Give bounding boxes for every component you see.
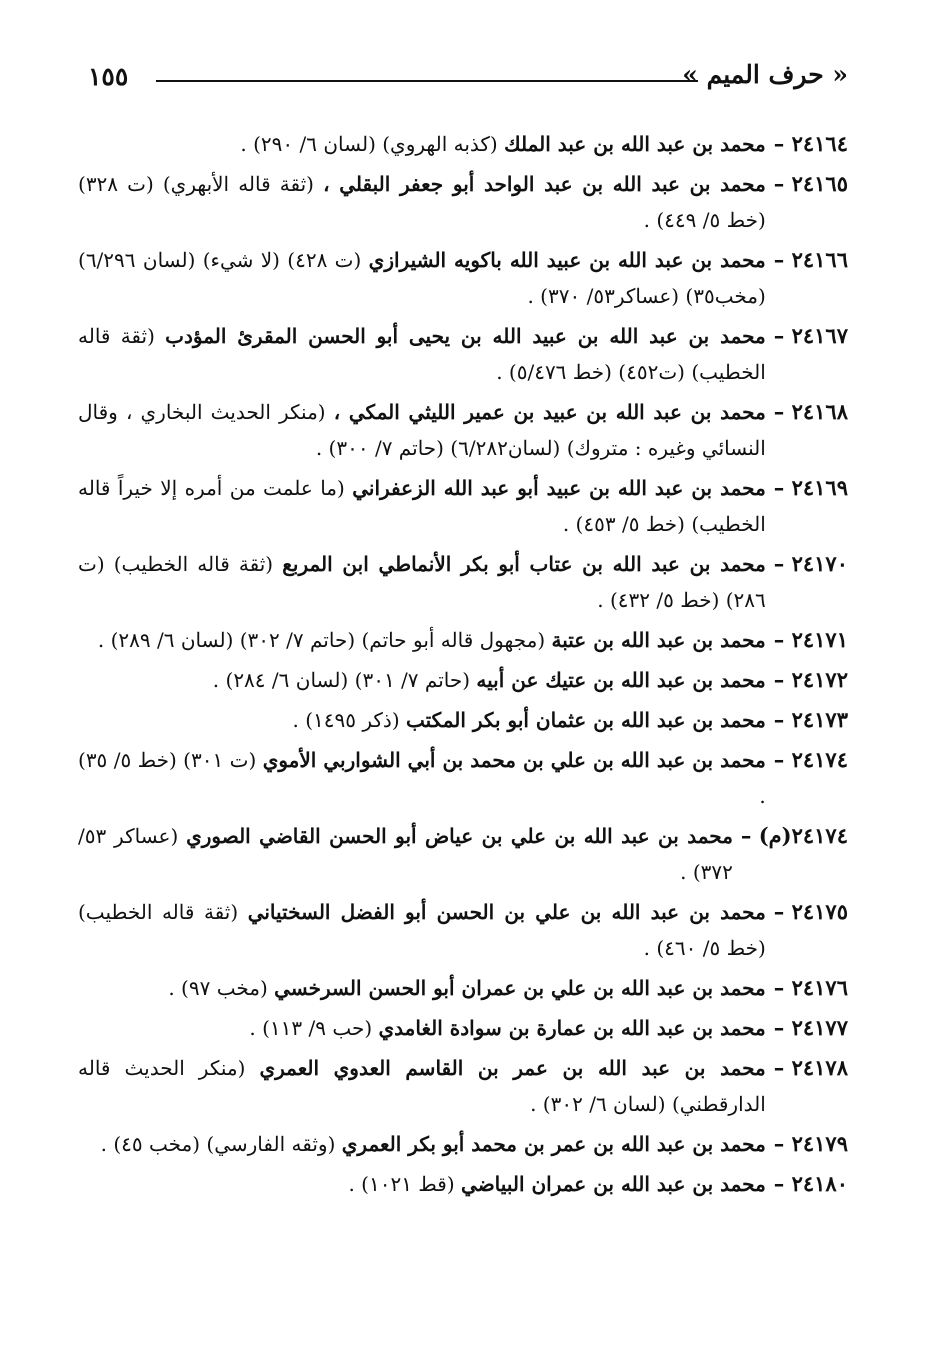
entry [78,1166,848,1202]
entry-number: ٢٤١٨٠ – [773,1171,848,1196]
entry-number: ٢٤١٧٩ – [773,1131,848,1156]
entry-details: (ثقة قاله الخطيب) (ت٤٥٢) (خط ٥/٤٧٦) . [78,324,766,384]
entry-name: محمد بن عبد الله بن عبيد أبو عبد الله الزعفراني [352,476,766,500]
entries-list [78,126,848,1206]
entry-number: ٢٤١٧٣ – [773,707,848,732]
entry-name: محمد بن عبد الله بن عبيد الله بن يحيى أبو الحسن المقرئ المؤدب [165,324,766,348]
entry-text [78,702,766,738]
entry-details: (وثقه الفارسي) (مخب ٤٥) . [100,1132,336,1156]
entry [78,546,848,618]
entry-text [78,662,766,698]
entry-name: محمد بن عبد الله بن عمر بن محمد أبو بكر العمري [341,1132,766,1156]
entry-name: محمد بن عبد الله بن عبد الملك [504,132,766,156]
entry-name: محمد بن عبد الله بن علي بن الحسن أبو الفضل السختياني [247,900,766,924]
entry-details: (ت ٤٢٨) (لا شيء) (لسان ٦/٢٩٦) (مخب٣٥) (عساكر٥٣/ ٣٧٠) . [78,248,766,308]
entry-details: (ثقة قاله الأبهري) (ت ٣٢٨) (خط ٥/ ٤٤٩) . [78,172,766,232]
entry-text [78,622,766,658]
entry-name: محمد بن عبد الله بن عتيك عن أبيه [476,668,766,692]
page-number: ١٥٥ [88,62,129,91]
entry-details: (ما علمت من أمره إلا خيراً قاله الخطيب) (خط ٥/ ٤٥٣) . [78,476,766,536]
entry-details: (قط ١٠٢١) . [348,1172,455,1196]
entry-number: ٢٤١٦٤ – [773,131,848,156]
entry-number: ٢٤١٧٨ – [773,1055,848,1080]
entry-number: ٢٤١٧٦ – [773,975,848,1000]
entry [78,242,848,314]
entry-name: محمد بن عبد الله بن عتبة [551,628,766,652]
entry [78,126,848,162]
entry-details: (ثقة قاله الخطيب) (ت ٢٨٦) (خط ٥/ ٤٣٢) . [78,552,766,612]
entry-details: (منكر الحديث قاله الدارقطني) (لسان ٦/ ٣٠٢) . [78,1056,766,1116]
entry-text [78,126,766,162]
entry [78,1050,848,1122]
entry-name: محمد بن عبد الله بن علي بن عياض أبو الحسن القاضي الصوري [186,824,733,848]
entry-details: (ثقة قاله الخطيب) (خط ٥/ ٤٦٠) . [78,900,766,960]
entry-name: محمد بن عبد الله بن عثمان أبو بكر المكتب [406,708,766,732]
chapter-title: « حرف الميم » [682,60,848,89]
entry-name: محمد بن عبد الله بن علي بن محمد بن أبي الشواربي الأموي [262,748,766,772]
entry-number: ٢٤١٦٦ – [773,247,848,272]
entry-text [78,318,766,390]
entry [78,894,848,966]
entry-text [78,166,766,238]
entry-text [78,242,766,314]
entry-name: محمد بن عبد الله بن عبد الواحد أبو جعفر البقلي ، [323,172,766,196]
entry-number: ٢٤١٧٢ – [773,667,848,692]
header-rule [156,80,698,82]
entry-number: ٢٤١٦٩ – [773,475,848,500]
entry-details: (منكر الحديث البخاري ، وقال النسائي وغيره : متروك) (لسان٦/٢٨٢) (حاتم ٧/ ٣٠٠) . [78,400,766,460]
entry-text [78,1010,766,1046]
entry-text [78,546,766,618]
entry-text [78,742,766,814]
entry-number: ٢٤١٧٤(م) – [740,823,848,848]
entry-number: ٢٤١٦٨ – [773,399,848,424]
entry-details: (كذبه الهروي) (لسان ٦/ ٢٩٠) . [240,132,498,156]
entry-details: (مجهول قاله أبو حاتم) (حاتم ٧/ ٣٠٢) (لسان ٦/ ٢٨٩) . [97,628,546,652]
entry-name: محمد بن عبد الله بن عتاب أبو بكر الأنماطي ابن المربع [282,552,766,576]
entry-details: (ت ٣٠١) (خط ٥/ ٣٥) . [78,748,766,808]
entry-text [78,1050,766,1122]
entry-text [78,1126,766,1162]
entry-text [78,818,733,890]
entry-number: ٢٤١٧٤ – [773,747,848,772]
entry-details: (ذكر ١٤٩٥) . [292,708,400,732]
entry [78,742,848,814]
entry-text [78,394,766,466]
entry [78,394,848,466]
entry [78,318,848,390]
entry-number: ٢٤١٧٠ – [773,551,848,576]
page-header [78,58,848,98]
entry-number: ٢٤١٦٧ – [773,323,848,348]
entry [78,818,848,890]
entry-name: محمد بن عبد الله بن عمران البياضي [461,1172,766,1196]
entry [78,970,848,1006]
entry-number: ٢٤١٧١ – [773,627,848,652]
entry-name: محمد بن عبد الله بن علي بن عمران أبو الحسن السرخسي [274,976,766,1000]
entry-number: ٢٤١٧٥ – [773,899,848,924]
entry [78,470,848,542]
entry [78,166,848,238]
entry [78,702,848,738]
entry [78,622,848,658]
entry-name: محمد بن عبد الله بن عبيد بن عمير الليثي المكي ، [333,400,766,424]
entry-name: محمد بن عبد الله بن عبيد الله باكويه الشيرازي [368,248,766,272]
entry-text [78,470,766,542]
entry-text [78,894,766,966]
entry-details: (مخب ٩٧) . [168,976,268,1000]
entry-details: (حب ٩/ ١١٣) . [249,1016,373,1040]
entry-number: ٢٤١٦٥ – [773,171,848,196]
entry-name: محمد بن عبد الله بن عمارة بن سوادة الغامدي [378,1016,766,1040]
entry-details: (عساكر ٥٣/ ٣٧٢) . [78,824,733,884]
entry-text [78,970,766,1006]
entry [78,1126,848,1162]
entry-name: محمد بن عبد الله بن عمر بن القاسم العدوي العمري [259,1056,766,1080]
entry-number: ٢٤١٧٧ – [773,1015,848,1040]
entry [78,662,848,698]
entry-text [78,1166,766,1202]
entry-details: (حاتم ٧/ ٣٠١) (لسان ٦/ ٢٨٤) . [212,668,471,692]
entry [78,1010,848,1046]
